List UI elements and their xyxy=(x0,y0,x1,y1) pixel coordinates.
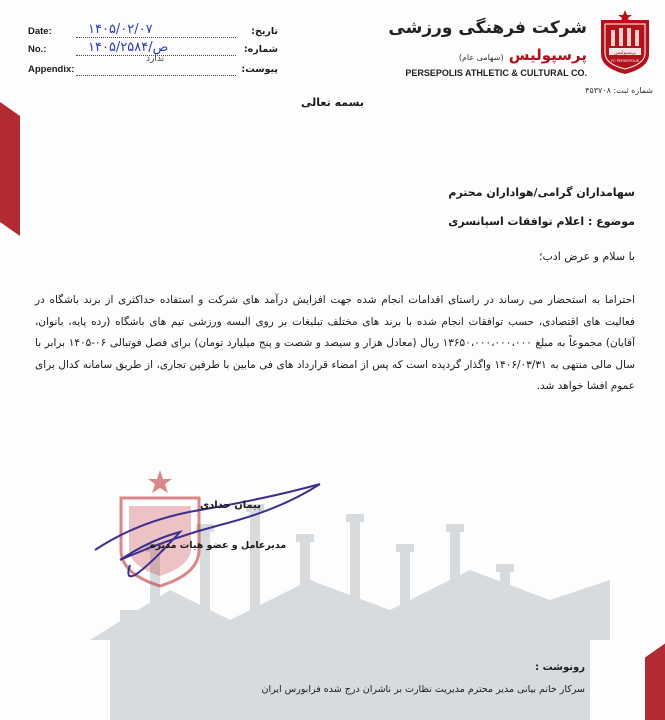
bismillah-heading: بسمه تعالی xyxy=(301,96,364,109)
number-label-fa: :شماره xyxy=(243,44,278,55)
salutation: سهامداران گرامی/هواداران محترم xyxy=(448,186,635,199)
club-type: (سهامی عام) xyxy=(458,53,504,62)
corner-decoration-right xyxy=(645,622,665,720)
logo-subtext: FC PERSEPOLIS xyxy=(611,59,639,63)
company-brand xyxy=(353,6,653,96)
date-label-en: Date: xyxy=(28,26,52,37)
appendix-label-en: Appendix: xyxy=(28,64,75,75)
date-line xyxy=(76,37,236,38)
number-value: ۱۴۰۵/ص/۲۵۸۴ xyxy=(88,40,169,55)
club-name: پرسپولیس xyxy=(508,46,587,64)
signer-title: مدیرعامل و عضو هیات مدیره xyxy=(150,540,287,551)
company-name-en: PERSEPOLIS ATHLETIC & CULTURAL CO. xyxy=(405,68,587,78)
date-field xyxy=(28,22,278,40)
club-name-fa xyxy=(459,46,587,64)
logo-text: پرسپولیس xyxy=(614,50,636,56)
registration-number: شماره ثبت: ۴۵۳۷۰۸ xyxy=(585,86,653,95)
appendix-field xyxy=(28,64,278,78)
number-label-en: No.: xyxy=(28,44,47,55)
cc-recipient: سرکار خانم بیانی مدیر محترم مدیریت نظارت بر ناشران درج شده فرابورس ایران xyxy=(261,684,585,695)
number-field xyxy=(28,40,278,64)
date-value: ۱۴۰۵/۰۲/۰۷ xyxy=(88,22,153,37)
cc-label: رونوشت : xyxy=(535,662,585,673)
persepolis-logo xyxy=(597,10,653,76)
appendix-line xyxy=(76,75,236,76)
subject-line: موضوع : اعلام توافقات اسپانسری xyxy=(448,215,635,228)
signature-scribble xyxy=(80,470,330,580)
company-name-fa: شرکت فرهنگی ورزشی xyxy=(388,18,587,38)
signer-name: پیمان حدادی xyxy=(200,500,262,511)
date-label-fa: :تاریخ xyxy=(251,26,278,37)
body-paragraph: احتراما به استحضار می رساند در راستای اقدامات انجام شده جهت افزایش درآمد های شرکت و استفاده حداکثری از برند باشگاه در فعالیت های اقتصادی، حسب توافقات انجام شده با برند های مختلف تبلیغات بر روی البسه ورزشی تیم های باشگاه (رده پایه، بانوان، آقایان) مجموعاً به مبلغ ۱۳۶۵۰،۰۰۰،۰۰۰،۰۰۰ ریال (معادل هزار و سیصد و شصت و پنج میلیارد تومان) برای فصل فوتبالی ۰۶-۱۴۰۵ برابر با سال مالی منتهی به ۱۴۰۶/۰۳/۳۱ واگذار گردیده است که پس از امضاء قرارداد های فی مابین با طرفین تجاری، از طریق سامانه کدال برای عموم افشا خواهد شد. xyxy=(35,294,635,392)
appendix-value: ندارد xyxy=(146,54,165,64)
greeting: با سلام و عرض ادب؛ xyxy=(538,250,635,263)
appendix-label-fa: :پیوست xyxy=(241,64,278,75)
